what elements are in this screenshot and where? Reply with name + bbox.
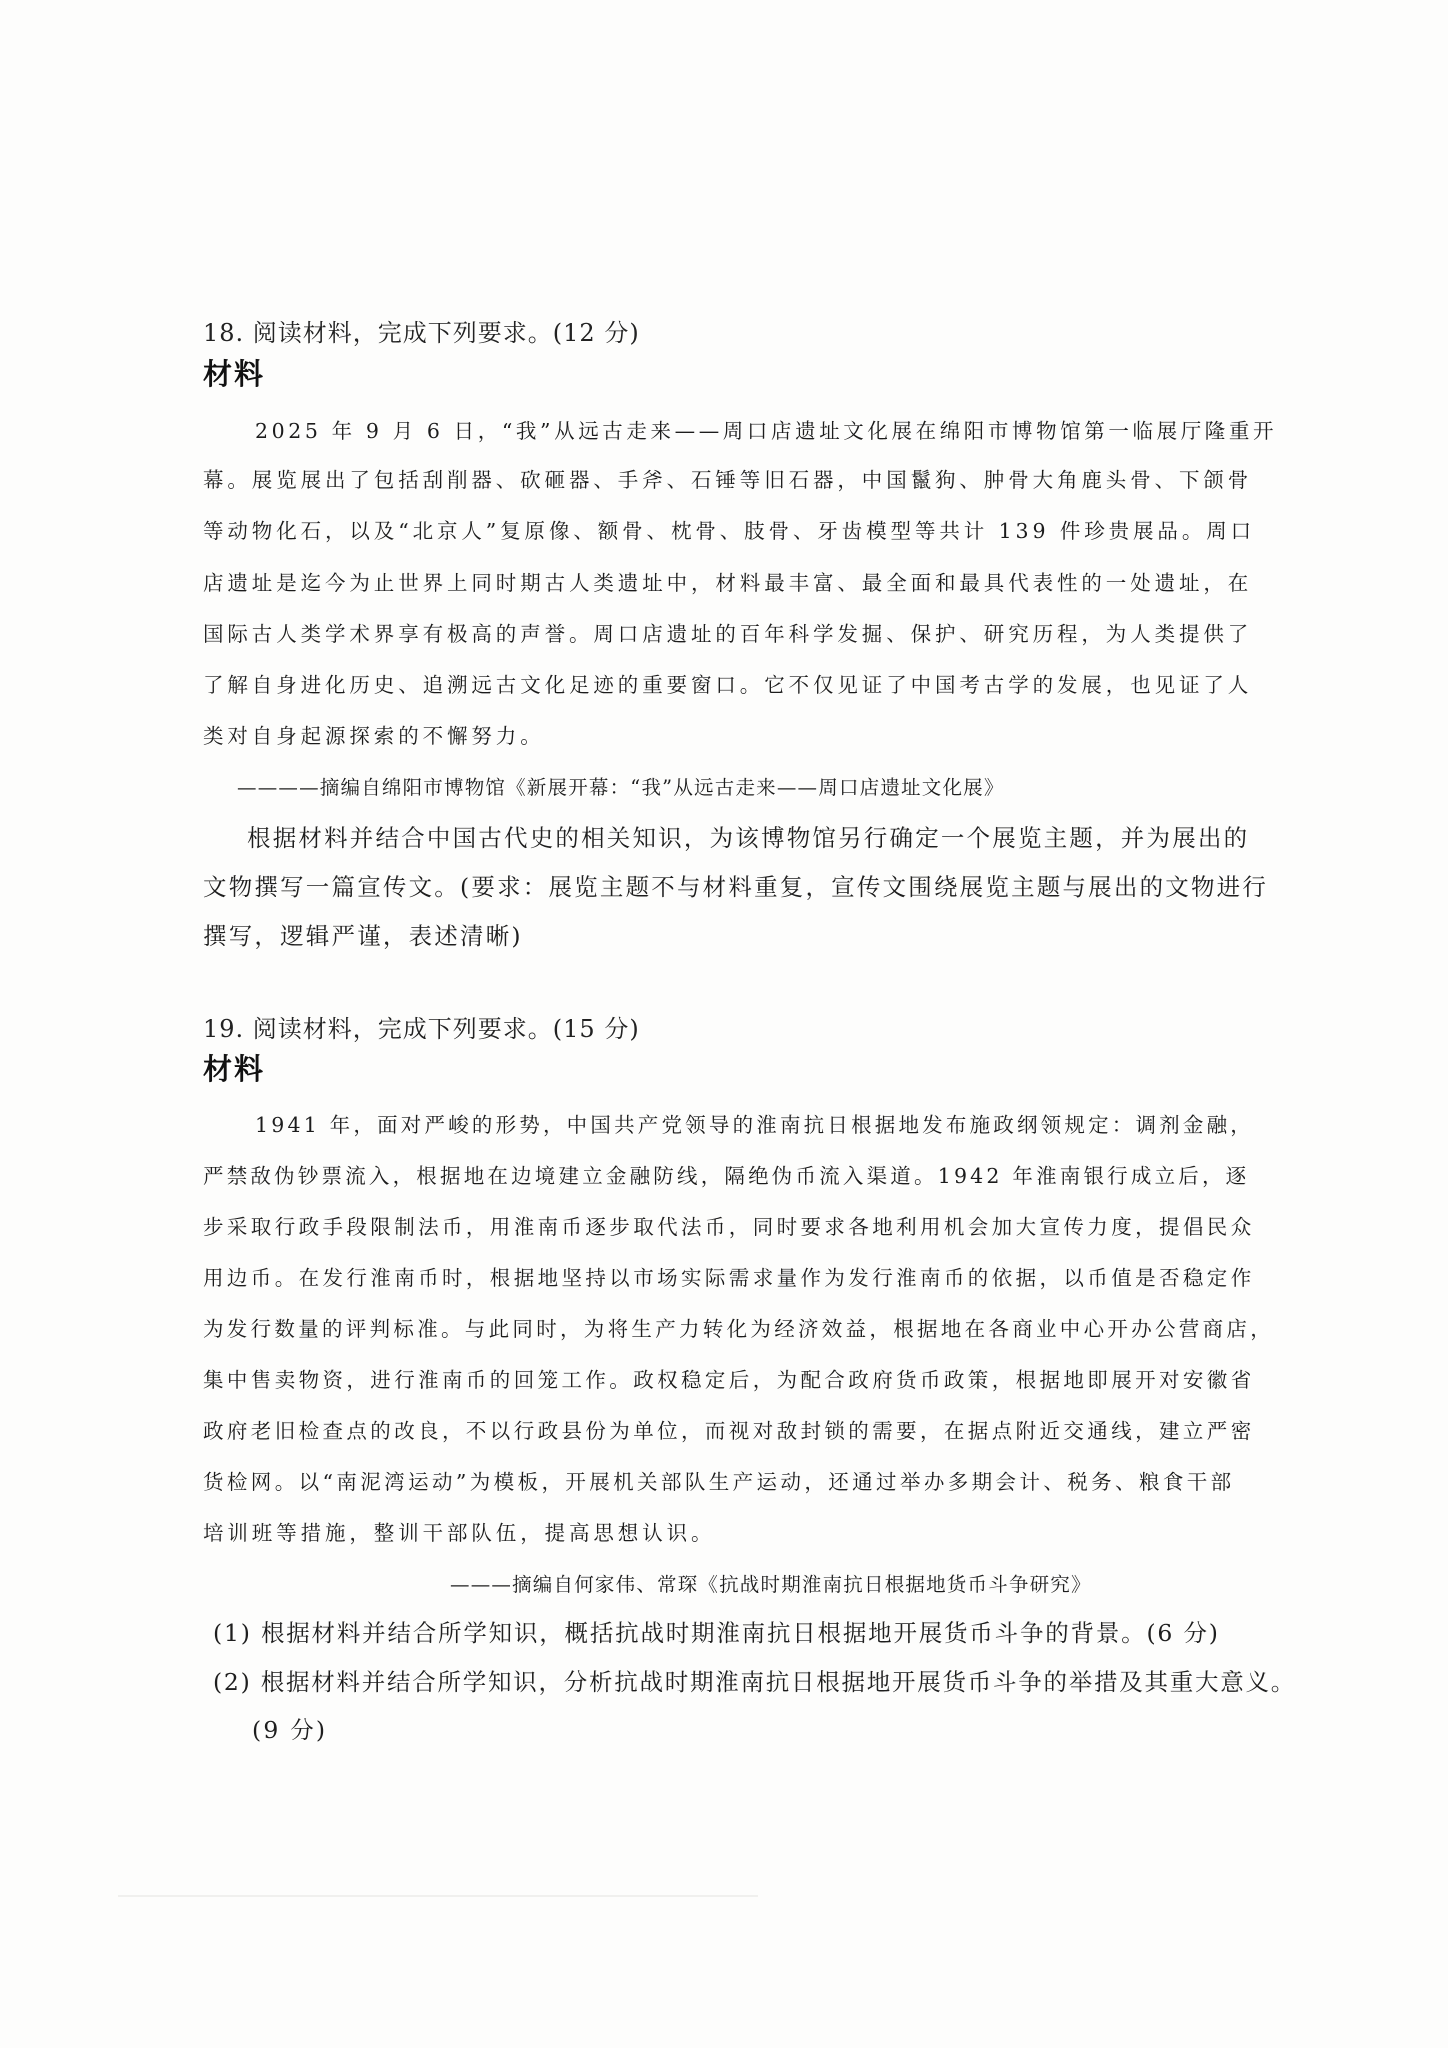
q19-material-line: 1941 年，面对严峻的形势，中国共产党领导的淮南抗日根据地发布施政纲领规定：调剂金融， [255,1113,1254,1137]
question-19-subquestion-2-points: (9 分) [252,1716,328,1744]
q18-material-line: 店遗址是迄今为止世界上同时期古人类遗址中，材料最丰富、最全面和最具代表性的一处遗址，在 [203,571,1253,595]
q18-material-line: 幕。展览展出了包括刮削器、砍砸器、手斧、石锤等旧石器，中国鬣狗、肿骨大角鹿头骨、下颌骨 [203,468,1253,492]
q19-material-line: 用边币。在发行淮南币时，根据地坚持以市场实际需求量作为发行淮南币的依据，以币值是否稳定作 [203,1266,1255,1290]
q19-material-line: 严禁敌伪钞票流入，根据地在边境建立金融防线，隔绝伪币流入渠道。1942 年淮南银行成立后，逐 [203,1164,1250,1188]
q19-material-line: 步采取行政手段限制法币，用淮南币逐步取代法币，同时要求各地利用机会加大宣传力度，提倡民众 [203,1215,1255,1239]
question-18-requirement-line: 文物撰写一篇宣传文。(要求：展览主题不与材料重复，宣传文围绕展览主题与展出的文物进行 [203,873,1269,901]
q18-material-line: 等动物化石，以及“北京人”复原像、额骨、枕骨、肢骨、牙齿模型等共计 139 件珍贵展品。周口 [203,519,1256,543]
question-19-subquestion-1: (1) 根据材料并结合所学知识，概括抗战时期淮南抗日根据地开展货币斗争的背景。(6 分) [213,1619,1220,1647]
q18-material-line: 了解自身进化历史、追溯远古文化足迹的重要窗口。它不仅见证了中国考古学的发展，也见证了人 [203,673,1253,697]
question-18-requirement-line: 撰写，逻辑严谨，表述清晰) [203,922,523,950]
page-divider [118,1895,758,1897]
q18-material-line: 国际古人类学术界享有极高的声誉。周口店遗址的百年科学发掘、保护、研究历程，为人类提供了 [203,622,1253,646]
question-18-requirement-line: 根据材料并结合中国古代史的相关知识，为该博物馆另行确定一个展览主题，并为展出的 [247,824,1250,852]
question-18-source: ————摘编自绵阳市博物馆《新展开幕：“我”从远古走来——周口店遗址文化展》 [237,776,1005,799]
q18-material-line: 类对自身起源探索的不懈努力。 [203,724,545,748]
question-18-material-label: 材料 [203,357,266,391]
q19-material-line: 集中售卖物资，进行淮南币的回笼工作。政权稳定后，为配合政府货币政策，根据地即展开对安徽省 [203,1368,1255,1392]
question-19-source: ———摘编自何家伟、常琛《抗战时期淮南抗日根据地货币斗争研究》 [450,1573,1092,1596]
question-19-subquestion-2: (2) 根据材料并结合所学知识，分析抗战时期淮南抗日根据地开展货币斗争的举措及其重大意义。 [213,1668,1297,1696]
q19-material-line: 为发行数量的评判标准。与此同时，为将生产力转化为经济效益，根据地在各商业中心开办公营商店， [203,1317,1274,1341]
q19-material-line: 培训班等措施，整训干部队伍，提高思想认识。 [203,1521,716,1545]
q19-material-line: 政府老旧检查点的改良，不以行政县份为单位，而视对敌封锁的需要，在据点附近交通线，建立严密 [203,1419,1255,1443]
q19-material-line: 货检网。以“南泥湾运动”为模板，开展机关部队生产运动，还通过举办多期会计、税务、粮食干部 [203,1470,1235,1494]
q18-material-line: 2025 年 9 月 6 日，“我”从远古走来——周口店遗址文化展在绵阳市博物馆第一临展厅隆重开 [255,419,1278,443]
question-19-heading: 19. 阅读材料，完成下列要求。(15 分) [203,1015,640,1043]
question-18-heading: 18. 阅读材料，完成下列要求。(12 分) [203,319,640,347]
question-19-material-label: 材料 [203,1052,266,1086]
